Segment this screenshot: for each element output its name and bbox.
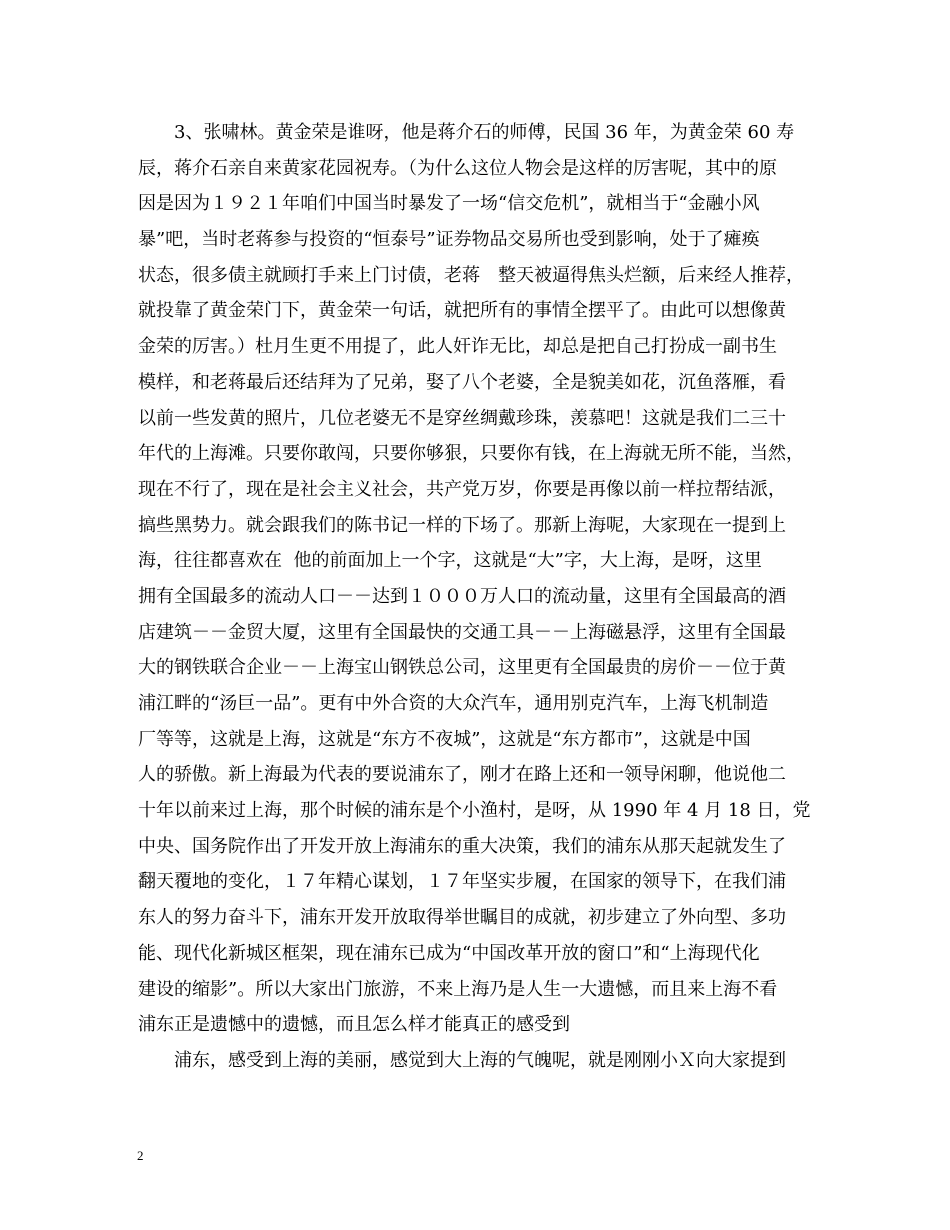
- text-line: 厂等等，这就是上海，这就是“东方不夜城”，这就是“东方都市”，这就是中国: [138, 728, 751, 750]
- text-line: 浦东正是遗憾中的遗憾，而且怎么样才能真正的感受到: [138, 1014, 570, 1036]
- text-line: 3、张啸林。黄金荣是谁呀，他是蒋介石的师傅，民国 36 年，为黄金荣 60 寿: [138, 122, 795, 143]
- text-line: 因是因为１９２１年咱们中国当时暴发了一场“信交危机”，就相当于“金融小风: [138, 193, 760, 215]
- text-line: 翻天覆地的变化，１７年精心谋划，１７年坚实步履，在国家的领导下，在我们浦: [138, 871, 786, 893]
- text-line: 状态，很多债主就顾打手来上门讨债，老蒋 整天被逼得焦头烂额，后来经人推荐，: [138, 264, 804, 286]
- text-line: 金荣的厉害。）杜月生更不用提了，此人奸诈无比，却总是把自己打扮成一副书生: [138, 336, 777, 358]
- text-line: 东人的努力奋斗下，浦东开发开放取得举世瞩目的成就，初步建立了外向型、多功: [138, 907, 786, 929]
- text-line: 大的钢铁联合企业－－上海宝山钢铁总公司，这里更有全国最贵的房价－－位于黄: [138, 657, 786, 679]
- text-line: 模样，和老蒋最后还结拜为了兄弟，娶了八个老婆，全是貌美如花，沉鱼落雁，看: [138, 371, 786, 393]
- text-line: 十年以前来过上海，那个时候的浦东是个小渔村，是呀，从 1990 年 4 月 18 日，党: [138, 800, 811, 822]
- text-line: 浦东，感受到上海的美丽，感觉到大上海的气魄呢，就是刚刚小Ｘ向大家提到: [138, 1049, 786, 1071]
- text-line: 建设的缩影”。所以大家出门旅游，不来上海乃是人生一大遗憾，而且来上海不看: [138, 978, 778, 1000]
- text-line: 人的骄傲。新上海最为代表的要说浦东了，刚才在路上还和一领导闲聊，他说他二: [138, 764, 786, 786]
- text-line: 现在不行了，现在是社会主义社会，共产党万岁，你要是再像以前一样拉帮结派，: [138, 478, 786, 500]
- text-line: 店建筑－－金贸大厦，这里有全国最快的交通工具－－上海磁悬浮，这里有全国最: [138, 621, 786, 643]
- text-line: 暴”吧，当时老蒋参与投资的“恒泰号”证券物品交易所也受到影响，处于了瘫痪: [138, 229, 760, 251]
- text-line: 辰，蒋介石亲自来黄家花园祝寿。（为什么这位人物会是这样的厉害呢，其中的原: [138, 157, 777, 179]
- text-line: 中央、国务院作出了开发开放上海浦东的重大决策，我们的浦东从那天起就发生了: [138, 835, 786, 857]
- text-line: 搞些黑势力。就会跟我们的陈书记一样的下场了。那新上海呢，大家现在一提到上: [138, 514, 786, 536]
- text-line: 海，往往都喜欢在 他的前面加上一个字，这就是“大”字，大上海，是呀，这里: [138, 550, 762, 572]
- text-line: 拥有全国最多的流动人口－－达到１０００万人口的流动量，这里有全国最高的酒: [138, 585, 786, 607]
- body-text: [138, 115, 828, 1079]
- text-line: 能、现代化新城区框架，现在浦东已成为“中国改革开放的窗口”和“上海现代化: [138, 942, 760, 964]
- text-line: 就投靠了黄金荣门下，黄金荣一句话，就把所有的事情全摆平了。由此可以想像黄: [138, 300, 786, 322]
- text-line: 以前一些发黄的照片，几位老婆无不是穿丝绸戴珍珠，羡慕吧！这就是我们二三十: [138, 407, 786, 429]
- text-line: 年代的上海滩。只要你敢闯，只要你够狠，只要你有钱，在上海就无所不能，当然，: [138, 443, 804, 465]
- page-number: 2: [137, 1148, 144, 1163]
- text-line: 浦江畔的“汤巨一品”。更有中外合资的大众汽车，通用别克汽车，上海飞机制造: [138, 693, 769, 714]
